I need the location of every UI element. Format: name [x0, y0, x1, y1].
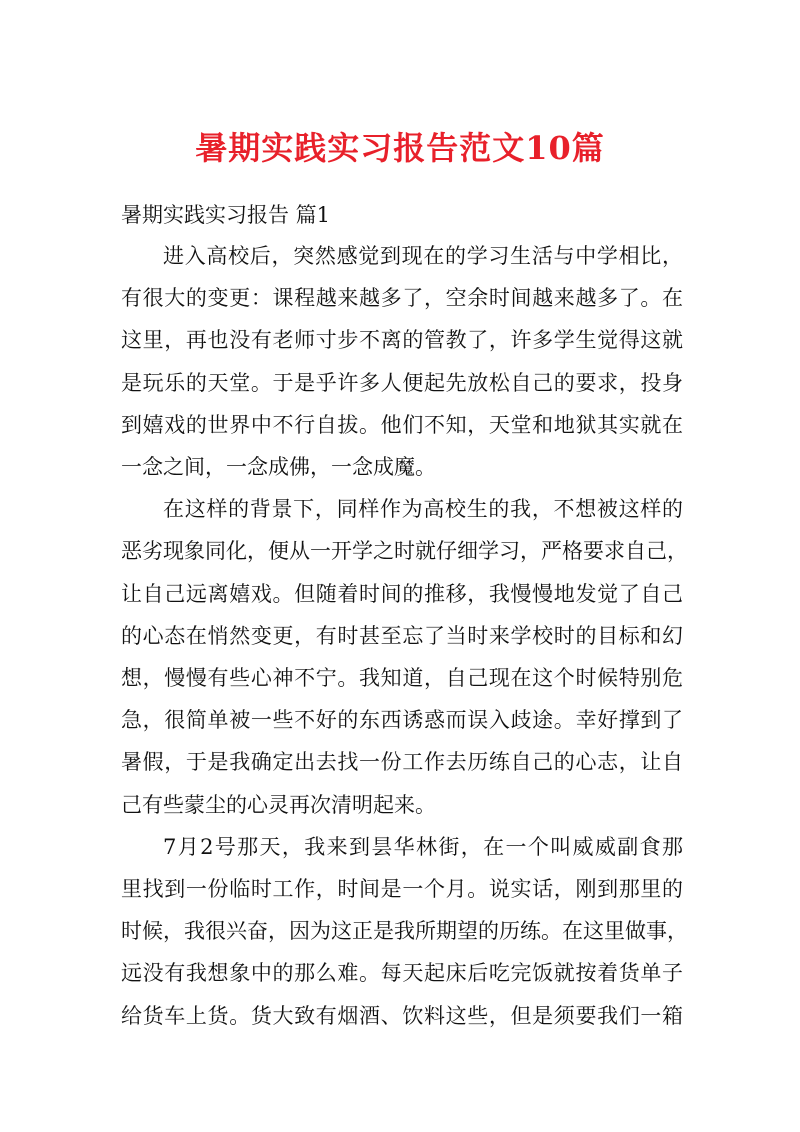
section-heading: 暑期实践实习报告 篇1: [121, 203, 331, 227]
text-line: 一念之间，一念成佛，一念成魔。: [121, 455, 436, 480]
text-line: 到嬉戏的世界中不行自拔。他们不知，天堂和地狱其实就在: [121, 412, 683, 437]
text-line: 里找到一份临时工作，时间是一个月。说实话，刚到那里的: [121, 877, 683, 902]
text-line: 7月2号那天，我来到昙华林街，在一个叫威威副食那: [163, 834, 683, 859]
text-line: 恶劣现象同化，便从一开学之时就仔细学习，严格要求自己，: [121, 539, 688, 564]
text-line: 己有些蒙尘的心灵再次清明起来。: [121, 792, 436, 817]
text-line: 暑假，于是我确定出去找一份工作去历练自己的心志，让自: [121, 750, 683, 775]
text-line: 给货车上货。货大致有烟酒、饮料这些，但是须要我们一箱: [121, 1003, 683, 1028]
text-line: 这里，再也没有老师寸步不离的管教了，许多学生觉得这就: [121, 328, 683, 353]
paragraph-2: [121, 488, 688, 826]
paragraph-3: [121, 826, 688, 1037]
text-line: 是玩乐的天堂。于是乎许多人便起先放松自己的要求，投身: [121, 370, 683, 395]
text-line: 想，慢慢有些心神不宁。我知道，自己现在这个时候特别危: [121, 666, 683, 691]
text-line: 的心态在悄然变更，有时甚至忘了当时来学校时的目标和幻: [121, 623, 683, 648]
text-line: 进入高校后，突然感觉到现在的学习生活与中学相比，: [163, 244, 683, 268]
document-title: 暑期实践实习报告范文10篇: [195, 129, 605, 167]
document-body: [121, 235, 688, 1037]
text-line: 远没有我想象中的那么难。每天起床后吃完饭就按着货单子: [121, 961, 683, 986]
paragraph-1: [121, 235, 683, 488]
text-line: 时候，我很兴奋，因为这正是我所期望的历练。在这里做事，: [121, 919, 688, 944]
text-line: 有很大的变更：课程越来越多了，空余时间越来越多了。在: [121, 286, 683, 311]
text-line: 急，很简单被一些不好的东西诱惑而误入歧途。幸好撑到了: [121, 708, 683, 733]
text-line: 在这样的背景下，同样作为高校生的我，不想被这样的: [163, 497, 683, 522]
text-line: 让自己远离嬉戏。但随着时间的推移，我慢慢地发觉了自己: [121, 581, 683, 606]
